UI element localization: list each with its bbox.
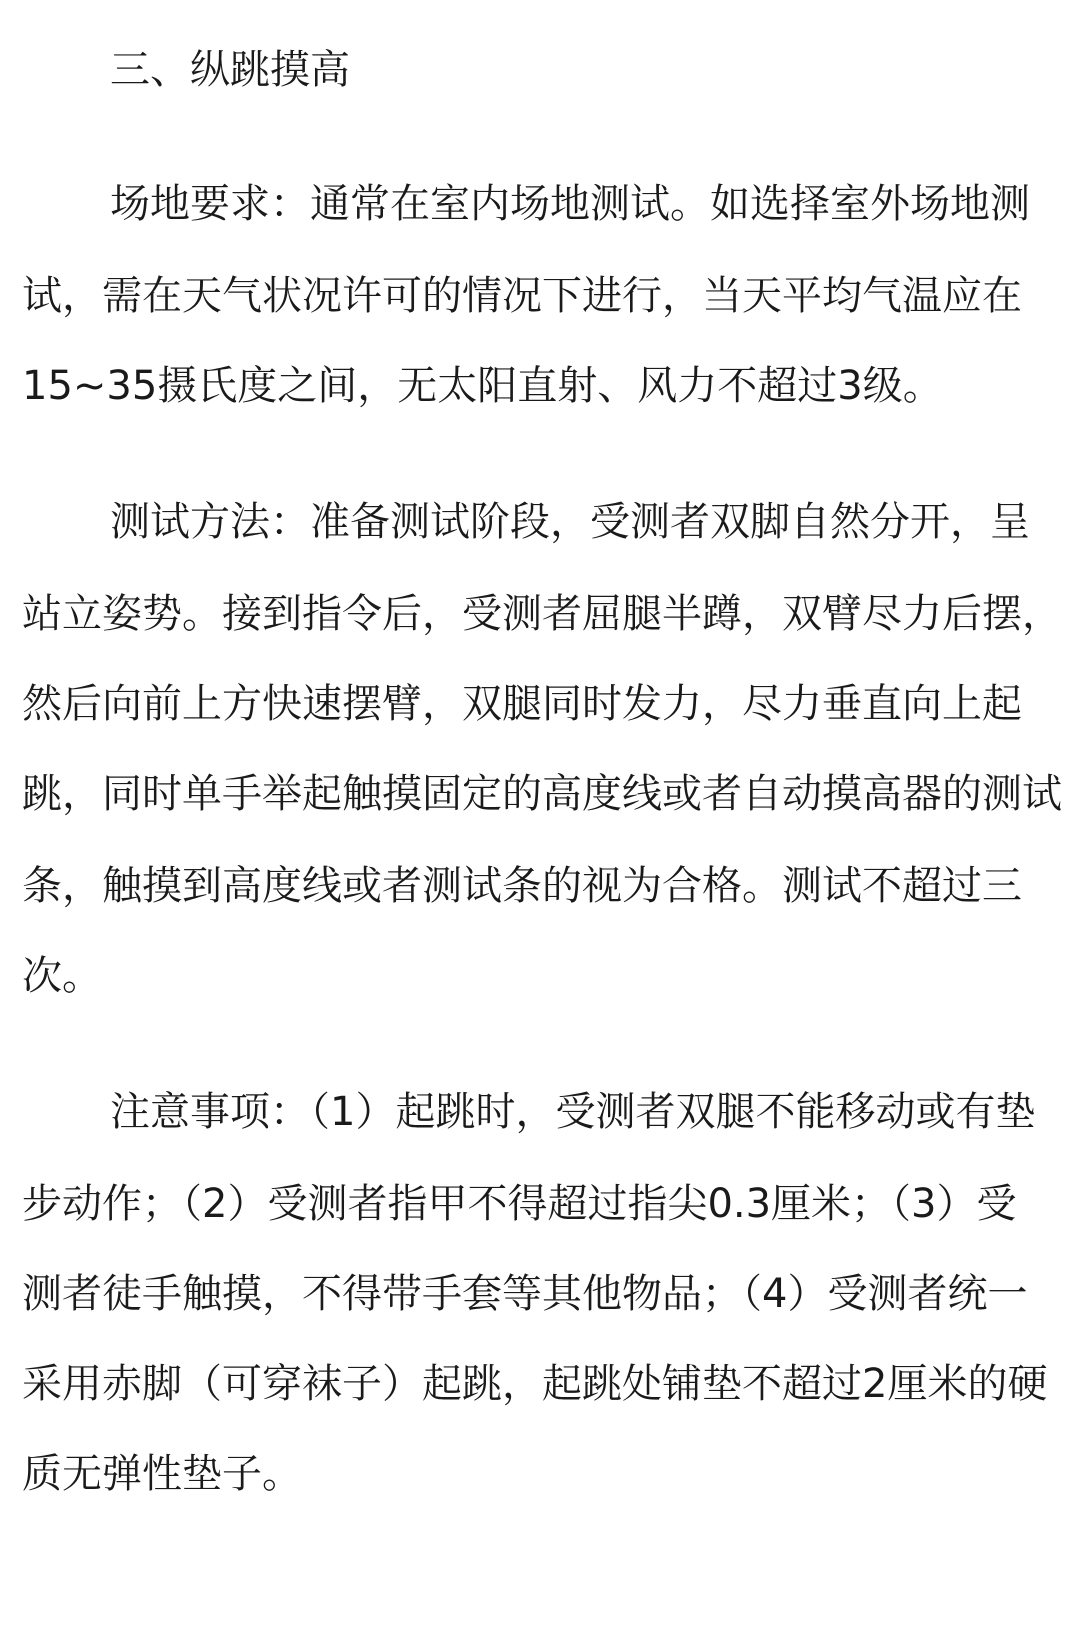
paragraph-line: 注意事项：（1）起跳时，受测者双腿不能移动或有垫 — [110, 1089, 1036, 1135]
paragraph-line: 次。 — [22, 953, 102, 999]
paragraph-line: 跳，同时单手举起触摸固定的高度线或者自动摸高器的测试 — [22, 771, 1062, 817]
paragraph-line: 场地要求：通常在室内场地测试。如选择室外场地测 — [110, 181, 1030, 227]
paragraph-line: 测者徒手触摸，不得带手套等其他物品；（4）受测者统一 — [22, 1271, 1028, 1317]
paragraph-line: 步动作；（2）受测者指甲不得超过指尖0.3厘米；（3）受 — [22, 1181, 1017, 1227]
section-heading: 三、纵跳摸高 — [110, 47, 350, 93]
paragraph-line: 试，需在天气状况许可的情况下进行，当天平均气温应在 — [22, 273, 1022, 319]
paragraph-line: 15~35摄氏度之间，无太阳直射、风力不超过3级。 — [22, 363, 943, 409]
paragraph-line: 测试方法：准备测试阶段，受测者双脚自然分开，呈 — [110, 499, 1030, 545]
paragraph-line: 然后向前上方快速摆臂，双腿同时发力，尽力垂直向上起 — [22, 681, 1022, 727]
paragraph-line: 质无弹性垫子。 — [22, 1451, 302, 1497]
paragraph-line: 站立姿势。接到指令后，受测者屈腿半蹲，双臂尽力后摆， — [22, 591, 1062, 637]
paragraph-line: 条，触摸到高度线或者测试条的视为合格。测试不超过三 — [22, 863, 1022, 909]
paragraph-line: 采用赤脚（可穿袜子）起跳，起跳处铺垫不超过2厘米的硬 — [22, 1361, 1048, 1407]
